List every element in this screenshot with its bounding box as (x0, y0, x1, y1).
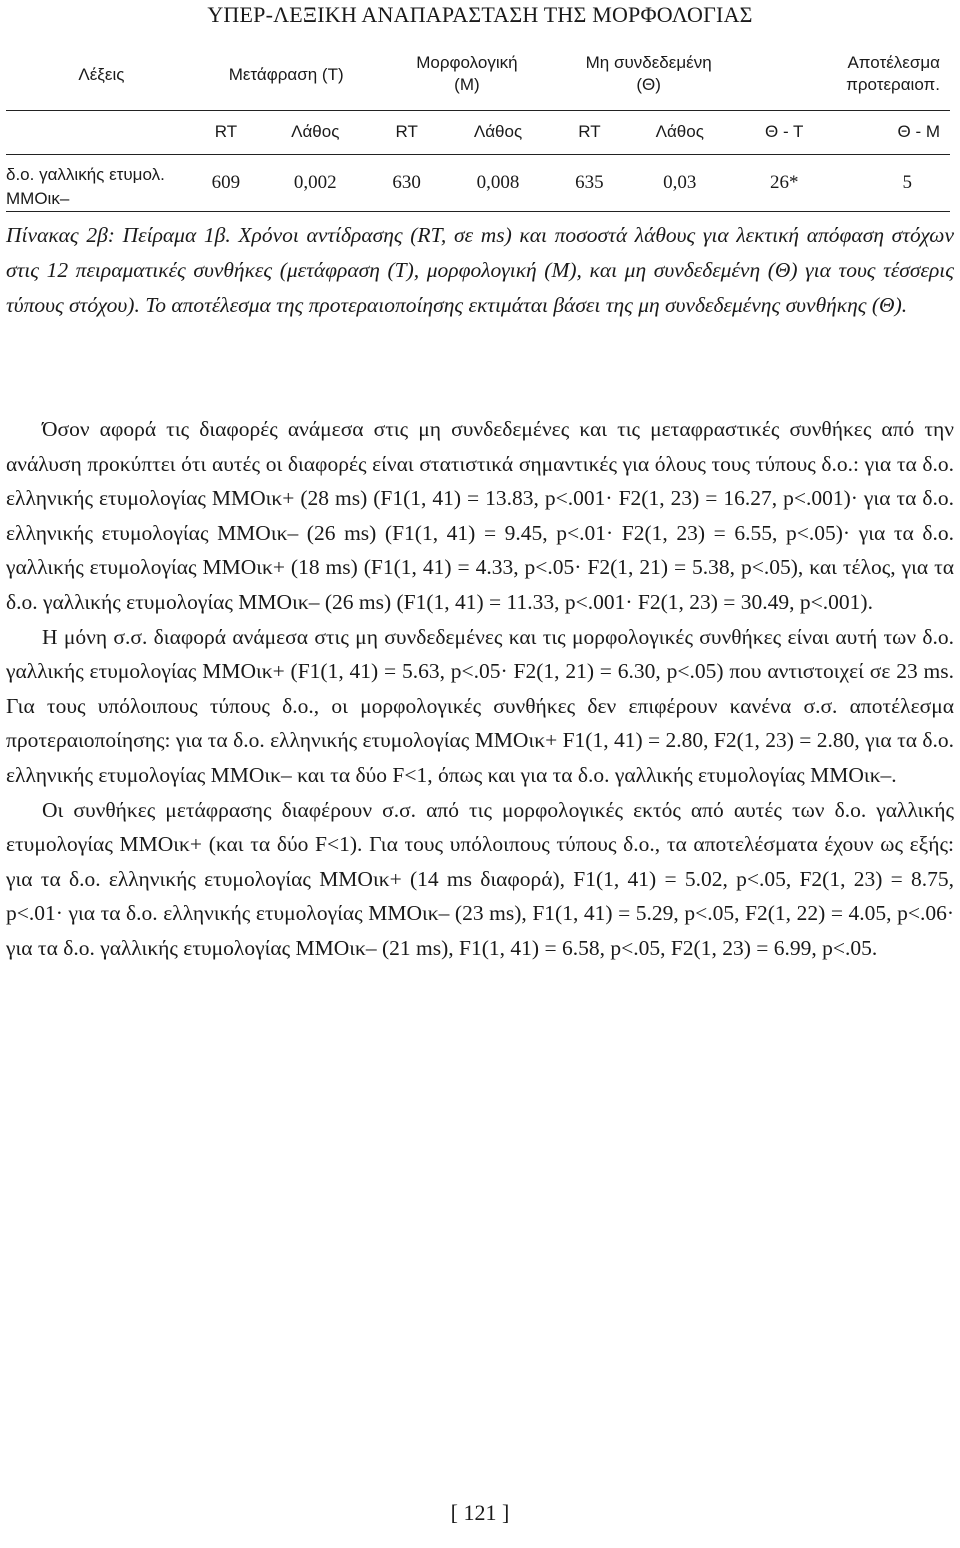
row-label-line2: ΜΜΟικ– (6, 188, 70, 208)
header-morph-line2: (Μ) (454, 75, 480, 94)
header-effect-line2: προτεραιοπ. (846, 75, 940, 94)
subheader-empty (6, 110, 197, 154)
table-header-row (6, 44, 950, 110)
paragraph: Οι συνθήκες μετάφρασης διαφέρουν σ.σ. από τις μορφολογικές εκτός από αυτές των δ.ο. γαλλικής ετυμολογίας ΜΜΟικ+ (και τα δύο F<1). Για τους υπόλοιπους τύπους δ.ο., τα αποτελέσματα έχουν ως εξής: για τα δ.ο. ελληνικής ετυμολογίας ΜΜΟικ+ (14 ms διαφορά), F1(1, 41) = 5.02, p<.05, F2(1, 23) = 8.75, p<.01· για τα δ.ο. ελληνικής ετυμολογίας ΜΜΟικ– (23 ms), F1(1, 41) = 5.29, p<.05, F2(1, 22) = 4.05, p<.06· για τα δ.ο. γαλλικής ετυμολογίας ΜΜΟικ– (21 ms), F1(1, 41) = 6.58, p<.05, F2(1, 23) = 6.99, p<.05. (6, 797, 954, 960)
cell-rt-morphological: 630 (392, 171, 421, 193)
subheader-cell: Θ - Μ (897, 122, 940, 141)
page-number: [ 121 ] (450, 1500, 510, 1525)
header-words: Λέξεις (78, 65, 125, 84)
header-priming-effect (739, 44, 950, 110)
cell-error-morphological: 0,008 (476, 171, 520, 193)
header-morphological (376, 44, 559, 110)
subheader-cell: RT (578, 122, 601, 141)
subheader-cell: RT (214, 122, 238, 141)
header-unrelated (558, 44, 739, 110)
cell-rt-unrelated: 635 (575, 171, 604, 193)
row-label-line1: δ.ο. γαλλικής ετυμολ. (6, 164, 165, 184)
body-text (6, 412, 954, 966)
cell-effect-theta-t: 26* (769, 171, 799, 193)
paragraph: Όσον αφορά τις διαφορές ανάμεσα στις μη συνδεδεμένες και τις μεταφραστικές συνθήκες από την ανάλυση προκύπτει ότι αυτές οι διαφορές είναι στατιστικά σημαντικές για όλους τους τύπους δ.ο.: για τα δ.ο. ελληνικής ετυμολογίας ΜΜΟικ+ (28 ms) (F1(1, 41) = 13.83, p<.001· F2(1, 23) = 16.27, p<.001)· για τα δ.ο. ελληνικής ετυμολογίας ΜΜΟικ– (26 ms) (F1(1, 41) = 9.45, p<.01· F2(1, 23) = 6.55, p<.05)· για τα δ.ο. γαλλικής ετυμολογίας ΜΜΟικ+ (18 ms) (F1(1, 41) = 4.33, p<.05· F2(1, 21) = 5.38, p<.05), και τέλος, για τα δ.ο. γαλλικής ετυμολογίας ΜΜΟικ– (26 ms) (F1(1, 41) = 11.33, p<.001· F2(1, 23) = 30.49, p<.001). (6, 417, 954, 614)
cell-effect-theta-m: 5 (902, 171, 912, 193)
subheader-cell: Θ - Τ (765, 122, 804, 141)
table-row (6, 154, 950, 211)
header-unrel-line1: Μη συνδεδεμένη (585, 53, 712, 72)
header-unrel-line2: (Θ) (636, 75, 661, 94)
subheader-cell: Λάθος (655, 122, 704, 141)
paragraph: Η μόνη σ.σ. διαφορά ανάμεσα στις μη συνδεδεμένες και τις μορφολογικές συνθήκες είναι αυτή των δ.ο. γαλλικής ετυμολογίας ΜΜΟικ+ (F1(1, 41) = 5.63, p<.05· F2(1, 21) = 6.30, p<.05) που αντιστοιχεί σε 23 ms. Για τους υπόλοιπους τύπους δ.ο., οι μορφολογικές συνθήκες δεν επιφέρουν κανένα σ.σ. αποτέλεσμα προτεραιοποίησης: για τα δ.ο. ελληνικής ετυμολογίας ΜΜΟικ+ F1(1, 41) = 2.80, F2(1, 23) = 2.80, για τα δ.ο. ελληνικής ετυμολογίας ΜΜΟικ– και τα δύο F<1, όπως και για τα δ.ο. γαλλικής ετυμολογίας ΜΜΟικ–. (6, 624, 954, 787)
table-subheader-row (6, 110, 950, 154)
cell-error-translation: 0,002 (293, 171, 337, 193)
cell-error-unrelated: 0,03 (663, 171, 697, 193)
cell-rt-translation: 609 (211, 171, 241, 193)
subheader-cell: RT (395, 122, 418, 141)
row-label (6, 154, 197, 211)
subheader-cell: Λάθος (473, 122, 523, 141)
header-translation: Μετάφραση (Τ) (228, 65, 344, 84)
header-morph-line1: Μορφολογική (416, 53, 518, 72)
running-head: ΥΠΕΡ-ΛΕΞΙΚΗ ΑΝΑΠΑΡΑΣΤΑΣΗ ΤΗΣ ΜΟΡΦΟΛΟΓΙΑΣ (207, 2, 753, 27)
results-table (6, 44, 950, 212)
header-effect-line1: Αποτέλεσμα (847, 53, 940, 72)
table-caption: Πίνακας 2β: Πείραμα 1β. Χρόνοι αντίδρασης (RT, σε ms) και ποσοστά λάθους για λεκτική απόφαση στόχων στις 12 πειραματικές συνθήκες (μετάφραση (Τ), μορφολογική (Μ), και μη συνδεδεμένη (Θ) για τους τέσσερις τύπους στόχου). Το αποτέλεσμα της προτεραιοποίησης εκτιμάται βάσει της μη συνδεδεμένης συνθήκης (Θ). (6, 223, 954, 317)
subheader-cell: Λάθος (291, 122, 340, 141)
